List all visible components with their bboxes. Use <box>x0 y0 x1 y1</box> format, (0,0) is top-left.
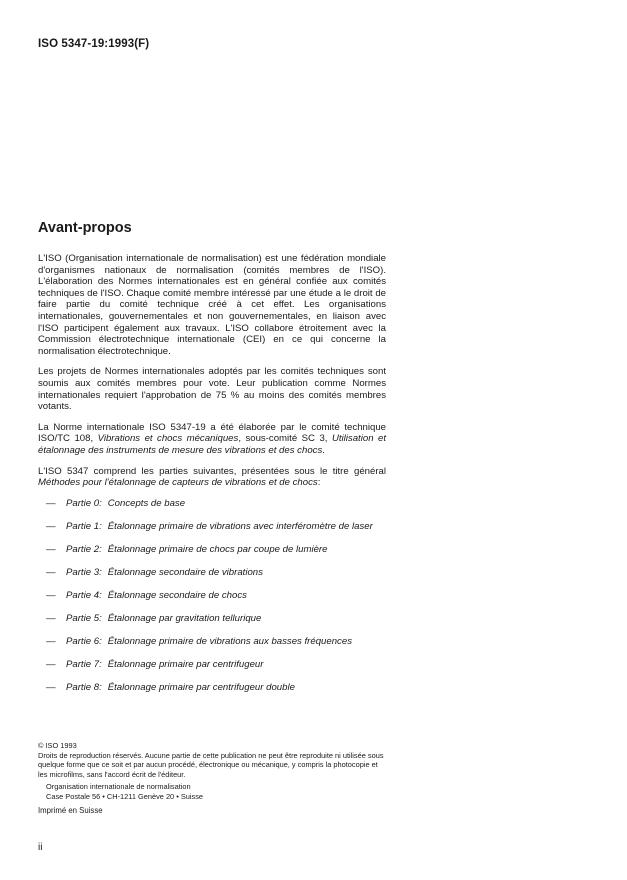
list-item <box>38 613 386 625</box>
paragraph-voting: Les projets de Normes internationales adoptés par les comités techniques sont soumis aux comités membres pour vote. Leur publication comme Normes internationales requiert l'approbation de 75 % au moins des comités membres votants. <box>38 366 386 413</box>
part-number: Partie 7: <box>66 659 102 671</box>
paragraph-prepared-by <box>38 422 386 457</box>
paragraph-iso-intro: L'ISO (Organisation internationale de normalisation) est une fédération mondiale d'organismes nationaux de normalisation (comités membres de l'ISO). L'élaboration des Normes internationales est en général confiée aux comités techniques de l'ISO. Chaque comité membre intéressé par une étude a le droit de faire partie du comité technique créé à cet effet. Les organisations internationales, gouvernementales et non gouvernementales, en liaison avec l'ISO participent également aux travaux. L'ISO collabore étroitement avec la Commission électrotechnique internationale (CEI) en ce qui concerne la normalisation électrotechnique. <box>38 253 386 357</box>
part-title: Étalonnage secondaire de chocs <box>107 590 247 602</box>
dash: — <box>46 497 56 509</box>
copyright-notice <box>38 741 388 815</box>
part-title: Étalonnage par gravitation tellurique <box>107 613 262 625</box>
text-run: : <box>317 477 321 489</box>
list-item <box>38 659 386 671</box>
list-item <box>38 590 386 602</box>
subcommittee-title: Utilisation et étalonnage des instruments de mesure des vibrations et des chocs <box>38 433 387 456</box>
dash: — <box>46 520 56 532</box>
part-number: Partie 5: <box>66 613 102 625</box>
part-number: Partie 8: <box>66 682 102 694</box>
committee-title: Vibrations et chocs mécaniques <box>97 433 239 445</box>
paragraph-parts-intro <box>38 466 386 489</box>
dash: — <box>46 590 56 602</box>
part-title: Étalonnage secondaire de vibrations <box>107 566 263 578</box>
dash: — <box>46 636 56 648</box>
dash: — <box>46 682 56 694</box>
text-run: La Norme internationale ISO 5347-19 a été élaborée par le comité technique ISO/TC 108, <box>38 421 386 445</box>
list-item <box>38 521 386 533</box>
copyright-line: © ISO 1993 <box>38 741 77 750</box>
list-item <box>38 498 386 510</box>
foreword-body <box>38 253 386 706</box>
page-number: ii <box>38 842 43 853</box>
text-run: . <box>322 444 325 456</box>
publisher-address: Case Postale 56 • CH-1211 Genève 20 • Suisse <box>46 791 204 801</box>
part-number: Partie 2: <box>66 543 102 555</box>
document-id: ISO 5347-19:1993(F) <box>38 38 150 50</box>
part-number: Partie 6: <box>66 636 102 648</box>
publisher-name: Organisation internationale de normalisation <box>46 782 191 792</box>
part-number: Partie 1: <box>66 520 102 532</box>
general-title: Méthodes pour l'étalonnage de capteurs de vibrations et de chocs <box>38 477 318 489</box>
part-title: Concepts de base <box>107 497 186 509</box>
printed-in: Imprimé en Suisse <box>38 805 103 815</box>
text-run: , sous-comité SC 3, <box>238 433 332 445</box>
dash: — <box>46 566 56 578</box>
section-title: Avant-propos <box>38 220 132 236</box>
list-item <box>38 567 386 579</box>
dash: — <box>46 543 56 555</box>
part-title: Étalonnage primaire de vibrations avec interféromètre de laser <box>107 520 373 532</box>
part-title: Étalonnage primaire de vibrations aux basses fréquences <box>107 636 352 648</box>
dash: — <box>46 613 56 625</box>
list-item <box>38 682 386 694</box>
part-number: Partie 3: <box>66 566 102 578</box>
part-number: Partie 4: <box>66 590 102 602</box>
part-title: Étalonnage primaire de chocs par coupe de lumière <box>107 543 328 555</box>
list-item <box>38 636 386 648</box>
parts-list <box>38 498 386 694</box>
part-number: Partie 0: <box>66 497 102 509</box>
dash: — <box>46 659 56 671</box>
part-title: Étalonnage primaire par centrifugeur <box>107 659 264 671</box>
list-item <box>38 544 386 556</box>
text-run: L'ISO 5347 comprend les parties suivantes, présentées sous le titre général <box>38 465 386 477</box>
rights-statement: Droits de reproduction réservés. Aucune partie de cette publication ne peut être reproduite ni utilisée sous quelque forme que ce soit et par aucun procédé, électronique ou mécanique, y compris la photocopie et les microfilms, sans l'accord écrit de l'éditeur. <box>38 750 384 779</box>
part-title: Étalonnage primaire par centrifugeur double <box>107 682 295 694</box>
